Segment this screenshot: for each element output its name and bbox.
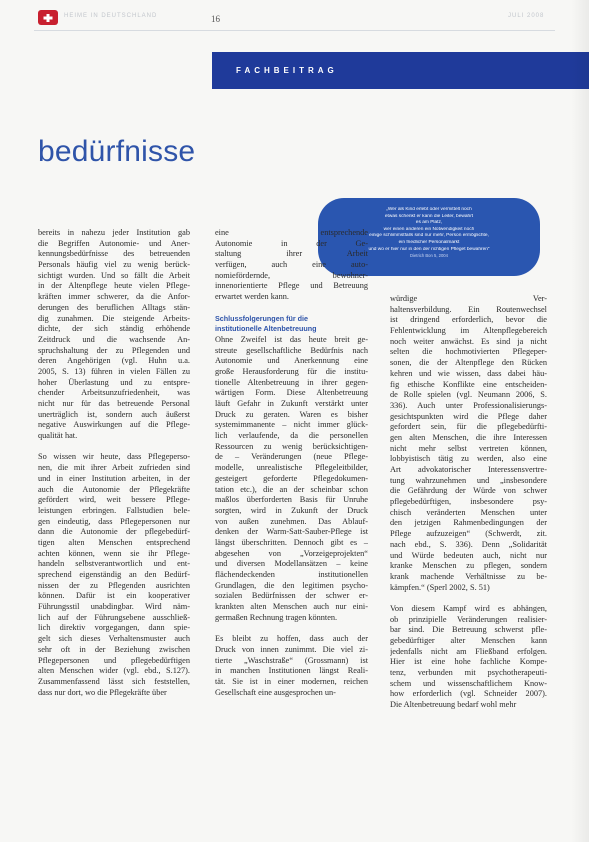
paragraph-gap bbox=[215, 303, 368, 314]
text-line: 2005, S. 13) führen in vielen Fällen zu bbox=[38, 366, 190, 376]
paragraph-gap bbox=[390, 593, 547, 604]
text-line: lich verlaufende, da die personellen bbox=[215, 431, 368, 441]
quote-line: es am Platz, bbox=[415, 220, 443, 226]
text-line: gefordert sein, für die pflegebedürfti- bbox=[390, 422, 547, 432]
quote-source: Dietrich Bon 5, 2004 bbox=[410, 253, 448, 259]
paragraph-gap bbox=[38, 442, 190, 453]
text-line: dichte, der sich ständig erhöhende bbox=[38, 324, 190, 334]
text-line: leistungen erbringen. Fallstudien bele- bbox=[38, 505, 190, 515]
text-line: Fehlentwicklung im Altenpflegebereich bbox=[390, 326, 547, 336]
text-line: jedenfalls nicht am Fließband erfolgen. bbox=[390, 646, 547, 656]
text-line: modelle, unrealistische Pflegeleitbilder, bbox=[215, 463, 368, 473]
text-line: gesichtspunkten wird die Pflege daher bbox=[390, 411, 547, 421]
text-line: lich auf der Führungsebene ausschließ- bbox=[38, 612, 190, 622]
text-line: erwartet werden kann. bbox=[215, 292, 289, 302]
text-line: pflegebedürftigen, insbesondere psy- bbox=[390, 497, 547, 507]
text-line: sorgten, wird in Zukunft der Druck bbox=[215, 505, 368, 515]
text-line: systemimmanente – nicht immer glück- bbox=[215, 420, 368, 430]
text-line: Pflege aufzuzeigen“ (Schwerdt, zit. bbox=[390, 529, 547, 539]
text-line: sprechend eigenständig an den Bedürf- bbox=[38, 570, 190, 579]
text-line: gen alten Menschen, die ihre Interessen bbox=[390, 432, 547, 442]
text-line: Autonomie und Anerkennung eine bbox=[215, 356, 368, 366]
text-line: innenorientierte Pflege und Betreuung bbox=[215, 281, 368, 291]
section-band bbox=[212, 52, 589, 89]
text-line: dig zunahmen. Die steigende Arbeits- bbox=[38, 313, 190, 323]
quote-line: „Wer als Kind erlebt oder vermittelt noch bbox=[386, 207, 472, 212]
text-line: fig ethische Konflikte eine entscheiden- bbox=[390, 379, 547, 389]
text-line: nicht mehr selbst vertreten können, bbox=[390, 443, 547, 453]
section-label: FACHBEITRAG bbox=[236, 66, 338, 75]
header-issue: JULI 2008 bbox=[508, 13, 545, 19]
quote-line: ein friedlicher Personalmarkt bbox=[398, 239, 460, 245]
text-line: wärtigen Form. Diese Altenbetreuung bbox=[215, 388, 368, 398]
text-line: eine entsprechende bbox=[215, 228, 368, 237]
header-publication: HEIME IN DEUTSCHLAND bbox=[64, 13, 158, 19]
text-line: kehren und wie wissen, dass dabei häu- bbox=[390, 368, 547, 378]
text-line: große Herausforderung für die institu- bbox=[215, 366, 368, 376]
text-line: 336). Auch unter Professionalisierungs- bbox=[390, 400, 547, 410]
text-line: gen eindeutig, dass Pflegepersonen nur bbox=[38, 516, 190, 526]
section-subheading: Schlussfolgerungen für die bbox=[215, 313, 309, 323]
text-line: Art advokatorischer Interessensvertre- bbox=[390, 465, 547, 474]
text-line: sozialen Bedürfnissen der schwer er- bbox=[215, 591, 368, 601]
text-line: maßlos überforderten Basis für Unruhe bbox=[215, 495, 368, 505]
header-divider bbox=[34, 30, 555, 31]
quote-line: einige schlimmstfalls sind nur mehr, Person ermöglichte, bbox=[369, 233, 489, 239]
text-line: germaßen Rechnung tragen könnten. bbox=[215, 612, 338, 622]
text-line: und Würde bedeuten auch, nicht nur bbox=[390, 550, 547, 560]
text-line: Hier ist eine hohe fachliche Kompe- bbox=[390, 657, 547, 667]
text-line: krankten alten Menschen auch nur eini- bbox=[215, 602, 368, 612]
text-line: sehr oft in der Beziehung zwischen bbox=[38, 644, 190, 654]
text-line: lich direktiv vorgegangen, dann spie- bbox=[38, 623, 190, 633]
text-line: Zusammenfassend lässt sich feststellen, bbox=[38, 676, 190, 686]
text-line: gebedürftiger alter Menschen kann bbox=[390, 636, 547, 645]
publisher-logo-icon bbox=[38, 10, 58, 25]
text-line: Pflegepersonen und pflegebedürftigen bbox=[38, 655, 190, 665]
text-line: staltung ihrer Arbeit bbox=[215, 249, 368, 259]
section-subheading: institutionelle Altenbetreuung bbox=[215, 324, 317, 334]
text-line: tigen alten Menschen entsprechend bbox=[38, 537, 190, 547]
text-line: Gesellschaft eine ausgesprochen un- bbox=[215, 687, 336, 697]
text-line: spruchshaltung der zu Pflegenden und bbox=[38, 345, 190, 355]
text-line: können. Dafür ist ein kooperativer bbox=[38, 591, 190, 601]
text-line: von außen zunehmen. Das Ablauf- bbox=[215, 516, 368, 526]
text-line: Ressourcen zu wenig berücksichtigen- bbox=[215, 441, 368, 451]
column-2-body bbox=[215, 335, 368, 698]
text-line: kräften immer schwerer, da die Anfor- bbox=[38, 292, 190, 302]
text-line: kämpfen.“ (Sperl 2002, S. 51) bbox=[390, 582, 490, 592]
text-line: de Rolle spielen (vgl. Neumann 2006, S. bbox=[390, 390, 547, 400]
text-line: tionelle Altenbetreuung in ihrer gegen- bbox=[215, 377, 368, 387]
text-line: Die Altenbetreuung bedarf wohl mehr bbox=[390, 700, 517, 710]
text-line: Druck zu geraten. Waren es bisher bbox=[215, 409, 368, 419]
text-line: chisch veränderten Menschen unter bbox=[390, 507, 547, 517]
text-line: die Gefährdung der Würde von schwer bbox=[390, 486, 547, 496]
text-line: schem und wissenschaftlichem Know- bbox=[390, 678, 547, 688]
quote-line: wer einen anderen ein Notwendigkeit noch bbox=[383, 226, 475, 232]
text-line: nen, die mit ihrer Arbeit zufrieden sind bbox=[38, 463, 190, 473]
text-line: sonen, die der Altenpflege den Rücken bbox=[390, 358, 547, 368]
text-line: qualität hat. bbox=[38, 431, 78, 441]
page-number: 16 bbox=[211, 14, 220, 24]
text-line: Druck von innen zunimmt. Die viel zi- bbox=[215, 644, 368, 654]
paragraph-gap bbox=[215, 623, 368, 634]
text-line: hoher Überlastung und zu entspre- bbox=[38, 377, 190, 387]
text-line: ist dringend erforderlich, bevor die bbox=[390, 315, 547, 325]
text-line: de – Veränderungen (neue Pflege- bbox=[215, 452, 368, 462]
text-line: nissen der zu Pflegenden ausrichten bbox=[38, 580, 190, 590]
text-line: alten Menschen wider (vgl. ebd., S.127). bbox=[38, 666, 190, 676]
text-line: noch weiter anwächst. Es sind ja nicht bbox=[390, 336, 547, 346]
text-line: kennungsbedürfnisse des betreuenden bbox=[38, 249, 190, 259]
text-line: tierte „Waschstraße“ (Grossmann) ist bbox=[215, 655, 368, 665]
text-line: bereits in nahezu jeder Institution gab bbox=[38, 228, 190, 237]
text-line: krank machende Verhältnisse zu be- bbox=[390, 571, 547, 581]
text-line: und diversen Modellansätzen – keine bbox=[215, 559, 368, 569]
text-line: auch die Autonomie der Pflegekräfte bbox=[38, 484, 190, 494]
text-line: negative Auswirkungen auf die Pflege- bbox=[38, 420, 190, 430]
text-line: nicht nur für das betreuende Personal bbox=[38, 399, 190, 408]
column-2-intro bbox=[215, 228, 368, 303]
text-line: tät. Sie ist in einer modernen, reichen bbox=[215, 676, 368, 686]
text-line: gefördert wird, weit bessere Pflege- bbox=[38, 495, 190, 505]
text-line: gesteigert geforderte Pflegedokumen- bbox=[215, 473, 368, 483]
text-line: würdige Ver- bbox=[390, 294, 547, 303]
text-line: Autonomie in der Ge- bbox=[215, 238, 368, 248]
text-line: tation etc.), die an der scheinbar schon bbox=[215, 484, 368, 494]
text-line: sichtigt wurden. Und so fällt die Arbeit bbox=[38, 270, 190, 280]
text-line: streute gesellschaftliche Bedürfnis nach bbox=[215, 345, 368, 355]
text-line: tenz, verbunden mit psychotherapeuti- bbox=[390, 668, 547, 678]
text-line: nomiefördernde, bewohner- bbox=[215, 270, 368, 280]
text-line: verfügen, auch eine auto- bbox=[215, 260, 368, 270]
text-line: nach ebd., S. 336). Denn „Solidarität bbox=[390, 539, 547, 549]
text-line: handeln selbstverantwortlich und ent- bbox=[38, 559, 190, 569]
text-line: abgesehen von „Vorzeigeprojekten“ bbox=[215, 548, 368, 558]
text-line: Ohne Zweifel ist das heute breit ge- bbox=[215, 334, 368, 344]
text-line: Personals häufig viel zu wenig berück- bbox=[38, 260, 190, 270]
text-line: unerträglich ist, sondern auch äußerst bbox=[38, 409, 190, 419]
text-line: Grundlagen, die den legitimen psycho- bbox=[215, 580, 368, 590]
text-line: und in einer Institution arbeiten, in der bbox=[38, 473, 190, 483]
text-line: in manchen Institutionen längst Reali- bbox=[215, 666, 368, 676]
text-line: tung wahrzunehmen und „insbesondere bbox=[390, 475, 547, 485]
text-line: denken der Warm-Satt-Sauber-Pflege ist bbox=[215, 527, 368, 537]
quote-line: und wo er hier nur in den der richtigen Pfleget bewahren“ bbox=[368, 246, 490, 252]
page-edge-shadow bbox=[571, 0, 589, 842]
text-line: läuft Gefahr in Zukunft verstärkt unter bbox=[215, 399, 368, 409]
article-title: bedürfnisse bbox=[38, 135, 196, 168]
text-line: achten können, wenn sie ihr Pflege- bbox=[38, 548, 190, 558]
text-line: bar sind. Die Betreuung schwerst pfle- bbox=[390, 625, 547, 635]
text-line: deren Angehörigen (vgl. Huhn u.a. bbox=[38, 356, 190, 366]
text-line: derungen des beruflichen Alltags stän- bbox=[38, 302, 190, 312]
text-column-2 bbox=[215, 228, 368, 698]
text-line: So wissen wir heute, dass Pflegeperso- bbox=[38, 452, 190, 462]
text-line: lobbyistisch tätig zu werden, also eine bbox=[390, 454, 547, 464]
text-line: in der Altenpflege heute vielen Pflege- bbox=[38, 281, 190, 291]
text-line: kranke Menschen zu pflegen, sondern bbox=[390, 561, 547, 571]
text-column-1 bbox=[38, 228, 190, 698]
text-line: Führungsstil unabdingbar. Wird näm- bbox=[38, 602, 190, 612]
text-line: längst überschritten. Dennoch gibt es – bbox=[215, 537, 368, 547]
text-line: Es bleibt zu hoffen, dass auch der bbox=[215, 634, 368, 644]
text-line: dass nur dort, wo die Pflegekräfte über bbox=[38, 687, 167, 697]
text-line: selten die hochmotivierten Pflegeper- bbox=[390, 347, 547, 357]
text-line: chender Arbeitsunzufriedenheit, was bbox=[38, 388, 190, 398]
text-column-3 bbox=[390, 294, 547, 711]
text-line: haltensverbildung. Ein Routenwechsel bbox=[390, 304, 547, 314]
text-line: die Begriffen Autonomie- und Aner- bbox=[38, 238, 190, 248]
text-line: dann die Autonomie der pflegebedürf- bbox=[38, 527, 190, 537]
text-line: Zeitdruck und die wachsende An- bbox=[38, 334, 190, 344]
text-line: how erforderlich (vgl. Schneider 2007). bbox=[390, 689, 547, 699]
text-line: gelt sich dieses Verhaltensmuster auch bbox=[38, 634, 190, 644]
text-line: flächendeckenden institutionellen bbox=[215, 570, 368, 580]
text-line: den jetzigen Rahmenbedingungen der bbox=[390, 518, 547, 528]
quote-line: etwas schenkt er kann die Leiter, bewahrt bbox=[384, 213, 474, 219]
text-line: Von diesem Kampf wird es abhängen, bbox=[390, 603, 547, 613]
text-line: ob prinzipielle Veränderungen realisier- bbox=[390, 614, 547, 624]
